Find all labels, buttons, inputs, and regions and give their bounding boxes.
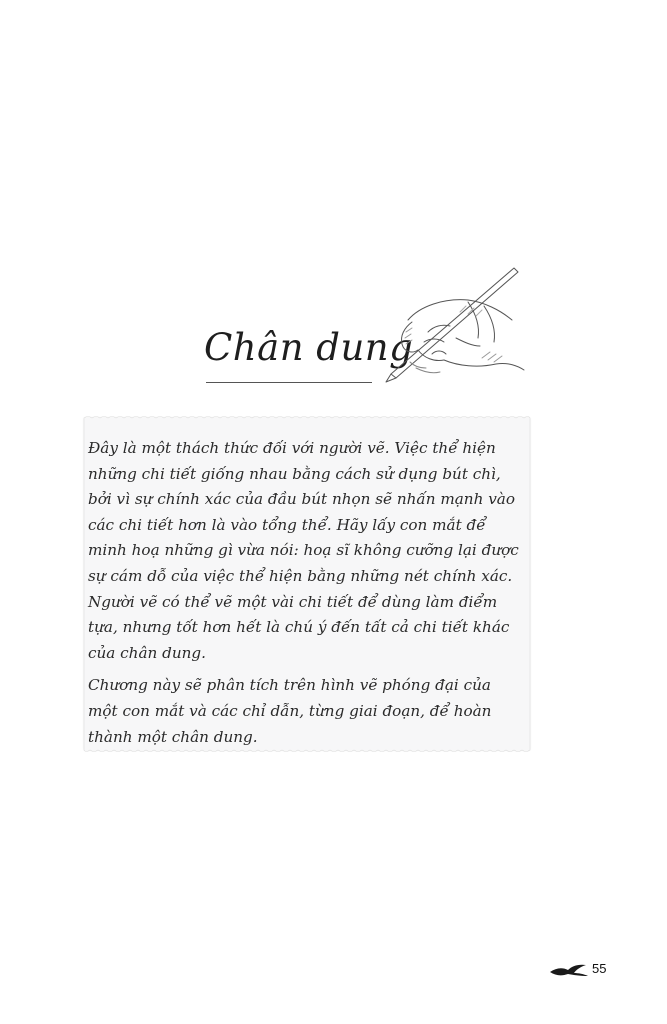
intro-paragraph-1: Đây là một thách thức đối với người vẽ. Việc thể hiện những chi tiết giống nhau bằng cách sử dụng bút chì, bởi vì sự chính xác của đầu bút nhọn sẽ nhấn mạnh vào các chi tiết hơn là vào tổng thể. Hãy lấy con mắt để minh hoạ những gì vừa nói: hoạ sĩ không cưỡng lại được sự cám dỗ của việc thể hiện bằng những nét chính xác. Người vẽ có thể vẽ một vài chi tiết để dùng làm điểm tựa, nhưng tốt hơn hết là chú ý đến tất cả chi tiết khác của chân dung.	[88, 439, 519, 662]
page-footer	[548, 960, 618, 982]
page-number: 55	[592, 961, 607, 976]
intro-paragraph-2: Chương này sẽ phân tích trên hình vẽ phóng đại của một con mắt và các chỉ dẫn, từng giai đoạn, để hoàn thành một chân dung.	[88, 676, 492, 746]
chapter-heading	[200, 318, 414, 390]
swallow-ornament-icon	[548, 962, 590, 978]
title-underline	[206, 382, 372, 383]
hand-pencil-icon	[372, 262, 532, 392]
chapter-title: Chân dung	[204, 326, 414, 369]
intro-text	[88, 436, 524, 757]
